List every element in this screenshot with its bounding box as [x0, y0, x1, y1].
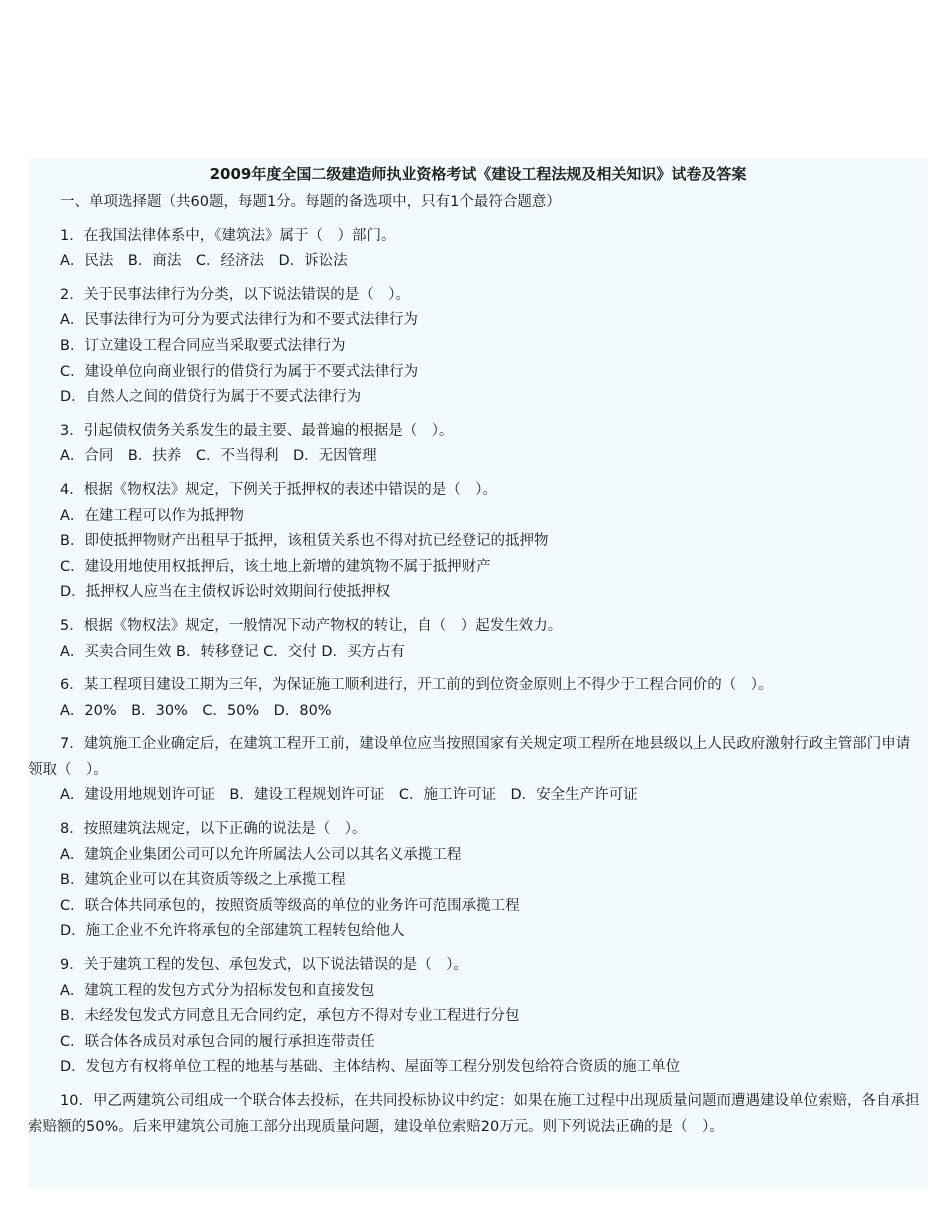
question-option: C．建设单位向商业银行的借贷行为属于不要式法律行为	[60, 363, 419, 380]
question-option: A．建设用地规划许可证 B．建设工程规划许可证 C．施工许可证 D．安全生产许可证	[60, 787, 638, 804]
question-option: A．买卖合同生效 B．转移登记 C．交付 D．买方占有	[60, 643, 405, 660]
question-10	[28, 1089, 920, 1140]
question-stem: 7．建筑施工企业确定后，在建筑工程开工前，建设单位应当按照国家有关规定项工程所在地县级以上人民政府激射行政主管部门申请领取（ ）。	[28, 736, 911, 778]
document-page	[28, 158, 928, 1188]
question-option: C．建设用地使用权抵押后，该土地上新增的建筑物不属于抵押财产	[60, 558, 491, 575]
question-option: A．建筑企业集团公司可以允许所属法人公司以其名义承揽工程	[60, 846, 462, 863]
question-stem: 2．关于民事法律行为分类，以下说法错误的是（ ）。	[60, 286, 410, 303]
question-2	[28, 283, 920, 411]
question-stem: 6．某工程项目建设工期为三年，为保证施工顺利进行，开工前的到位资金原则上不得少于工程合同价的（ ）。	[60, 677, 773, 694]
question-option: A．合同 B．扶养 C．不当得利 D．无因管理	[60, 448, 377, 465]
question-option: D．自然人之间的借贷行为属于不要式法律行为	[60, 389, 362, 406]
question-option: B．即使抵押物财产出租早于抵押，该租赁关系也不得对抗已经登记的抵押物	[60, 533, 549, 550]
question-6	[28, 673, 920, 724]
question-option: A．建筑工程的发包方式分为招标发包和直接发包	[60, 982, 375, 999]
section-heading: 一、单项选择题（共60题，每题1分。每题的备选项中，只有1个最符合题意）	[60, 194, 561, 210]
question-5	[28, 614, 920, 665]
question-option: C．联合体共同承包的，按照资质等级高的单位的业务许可范围承揽工程	[60, 897, 520, 914]
question-1	[28, 224, 920, 275]
question-stem: 3．引起债权债务关系发生的最主要、最普遍的根据是（ ）。	[60, 422, 454, 439]
question-8	[28, 817, 920, 945]
question-4	[28, 478, 920, 606]
question-option: A．20% B．30% C．50% D．80%	[60, 702, 332, 719]
question-option: A．在建工程可以作为抵押物	[60, 507, 244, 524]
question-option: D．施工企业不允许将承包的全部建筑工程转包给他人	[60, 923, 405, 940]
question-option: A．民事法律行为可分为要式法律行为和不要式法律行为	[60, 312, 418, 329]
page-title: 2009年度全国二级建造师执业资格考试《建设工程法规及相关知识》试卷及答案	[209, 165, 747, 183]
question-option: C．联合体各成员对承包合同的履行承担连带责任	[60, 1033, 375, 1050]
question-9	[28, 953, 920, 1081]
question-stem: 5．根据《物权法》规定，一般情况下动产物权的转让，自（ ）起发生效力。	[60, 617, 563, 634]
question-option: B．未经发包发式方同意且无合同约定，承包方不得对专业工程进行分包	[60, 1008, 520, 1025]
question-option: A．民法 B．商法 C．经济法 D．诉讼法	[60, 253, 348, 270]
question-stem: 4．根据《物权法》规定，下例关于抵押权的表述中错误的是（ ）。	[60, 481, 497, 498]
question-7	[28, 732, 920, 809]
question-stem: 8．按照建筑法规定，以下正确的说法是（ ）。	[60, 821, 367, 838]
question-stem: 10．甲乙两建筑公司组成一个联合体去投标，在共同投标协议中约定：如果在施工过程中出现质量问题而遭遇建设单位索赔，各自承担索赔额的50%。后来甲建筑公司施工部分出现质量问题，建设单位索赔20万元。则下列说法正确的是（ ）。	[28, 1093, 920, 1135]
question-option: D．发包方有权将单位工程的地基与基础、主体结构、屋面等工程分别发包给符合资质的施工单位	[60, 1059, 681, 1076]
question-3	[28, 419, 920, 470]
question-stem: 1．在我国法律体系中，《建筑法》属于（ ）部门。	[60, 227, 396, 244]
question-option: B．建筑企业可以在其资质等级之上承揽工程	[60, 872, 346, 889]
question-stem: 9．关于建筑工程的发包、承包发式，以下说法错误的是（ ）。	[60, 957, 468, 974]
question-option: D．抵押权人应当在主债权诉讼时效期间行使抵押权	[60, 584, 391, 601]
question-option: B．订立建设工程合同应当采取要式法律行为	[60, 337, 346, 354]
